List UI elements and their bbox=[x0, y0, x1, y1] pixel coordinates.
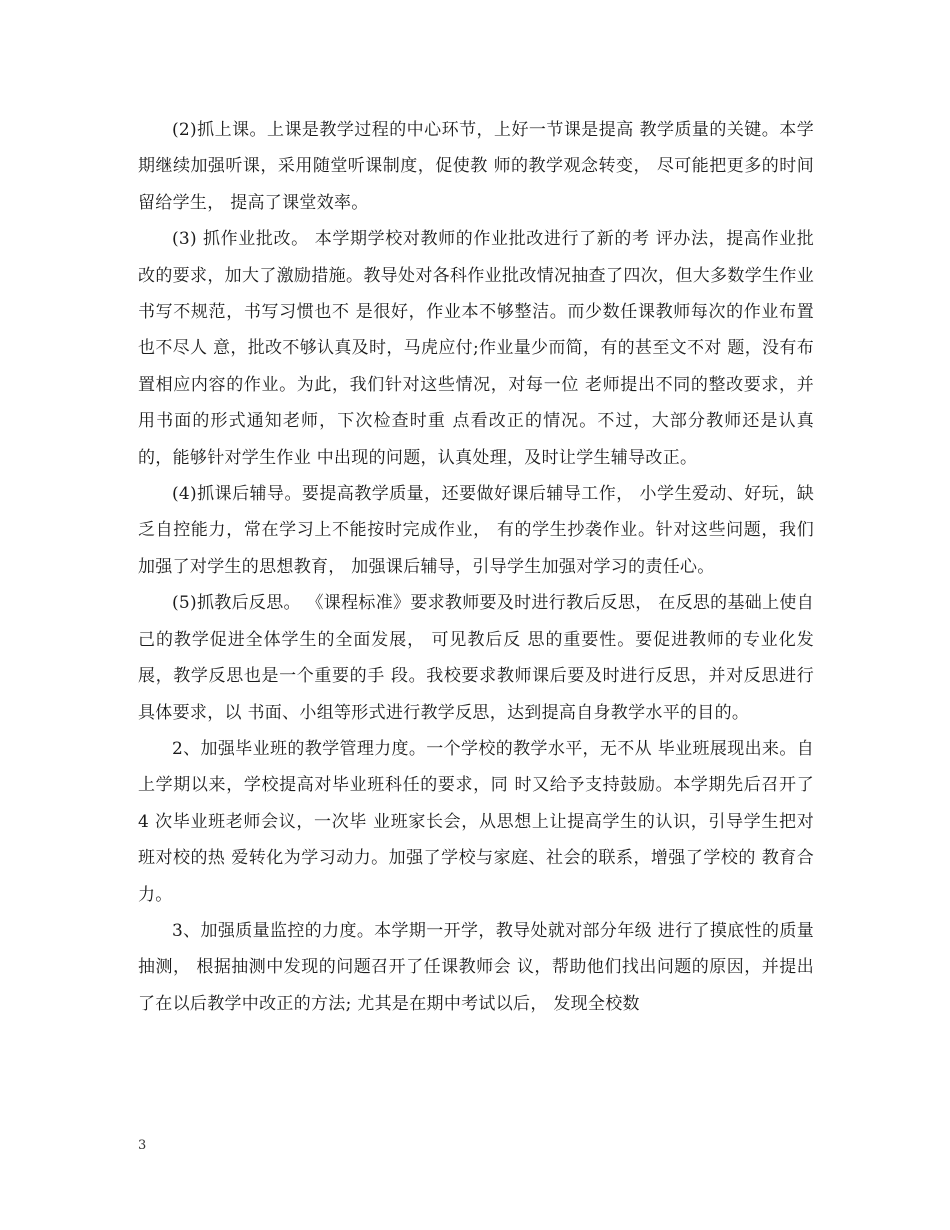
page-number: 3 bbox=[138, 1138, 147, 1153]
paragraph-class-teaching: (2)抓上课。上课是教学过程的中心环节，上好一节课是提高 教学质量的关键。本学期继续加强听课，采用随堂听课制度，促使教 师的教学观念转变， 尽可能把更多的时间留给学生， 提高了课堂效率。 bbox=[138, 120, 814, 213]
paragraph-after-class-tutoring: (4)抓课后辅导。要提高教学质量，还要做好课后辅导工作， 小学生爱动、好玩，缺乏自控能力，常在学习上不能按时完成作业， 有的学生抄袭作业。针对这些问题，我们加强了对学生的思想教育， 加强课后辅导，引导学生加强对学习的责任心。 bbox=[138, 484, 814, 577]
document-body bbox=[138, 112, 820, 1022]
paragraph-graduating-class-management: 2、加强毕业班的教学管理力度。一个学校的教学水平，无不从 毕业班展现出来。自上学期以来，学校提高对毕业班科任的要求，同 时又给予支持鼓励。本学期先后召开了 4 次毕业班老师会议，一次毕 业班家长会，从思想上让提高学生的认识，引导学生把对班对校的热 爱转化为学习动力。加强了学校与家庭、社会的联系，增强了学校的 教育合力。 bbox=[138, 738, 820, 905]
paragraph-homework-grading: (3) 抓作业批改。 本学期学校对教师的作业批改进行了新的考 评办法，提高作业批改的要求，加大了激励措施。教导处对各科作业批改情况抽查了四次，但大多数学生作业书写不规范，书写习惯也不 是很好，作业本不够整洁。而少数任课教师每次的作业布置也不尽人 意，批改不够认真及时，马虎应付;作业量少而简，有的甚至文不对 题，没有布置相应内容的作业。为此，我们针对这些情况，对每一位 老师提出不同的整改要求，并用书面的形式通知老师，下次检查时重 点看改正的情况。不过，大部分教师还是认真的，能够针对学生作业 中出现的问题，认真处理，及时让学生辅导改正。 bbox=[138, 229, 814, 468]
paragraph-quality-monitoring: 3、加强质量监控的力度。本学期一开学，教导处就对部分年级 进行了摸底性的质量抽测， 根据抽测中发现的问题召开了任课教师会 议，帮助他们找出问题的原因，并提出了在以后教学中改正的方法; 尤其是在期中考试以后， 发现全校数 bbox=[138, 920, 814, 1014]
paragraph-teaching-reflection: (5)抓教后反思。 《课程标准》要求教师要及时进行教后反思， 在反思的基础上使自己的教学促进全体学生的全面发展， 可见教后反 思的重要性。要促进教师的专业化发展，教学反思也是一个重要的手 段。我校要求教师课后要及时进行反思，并对反思进行具体要求，以 书面、小组等形式进行教学反思，达到提高自身教学水平的目的。 bbox=[138, 593, 814, 723]
